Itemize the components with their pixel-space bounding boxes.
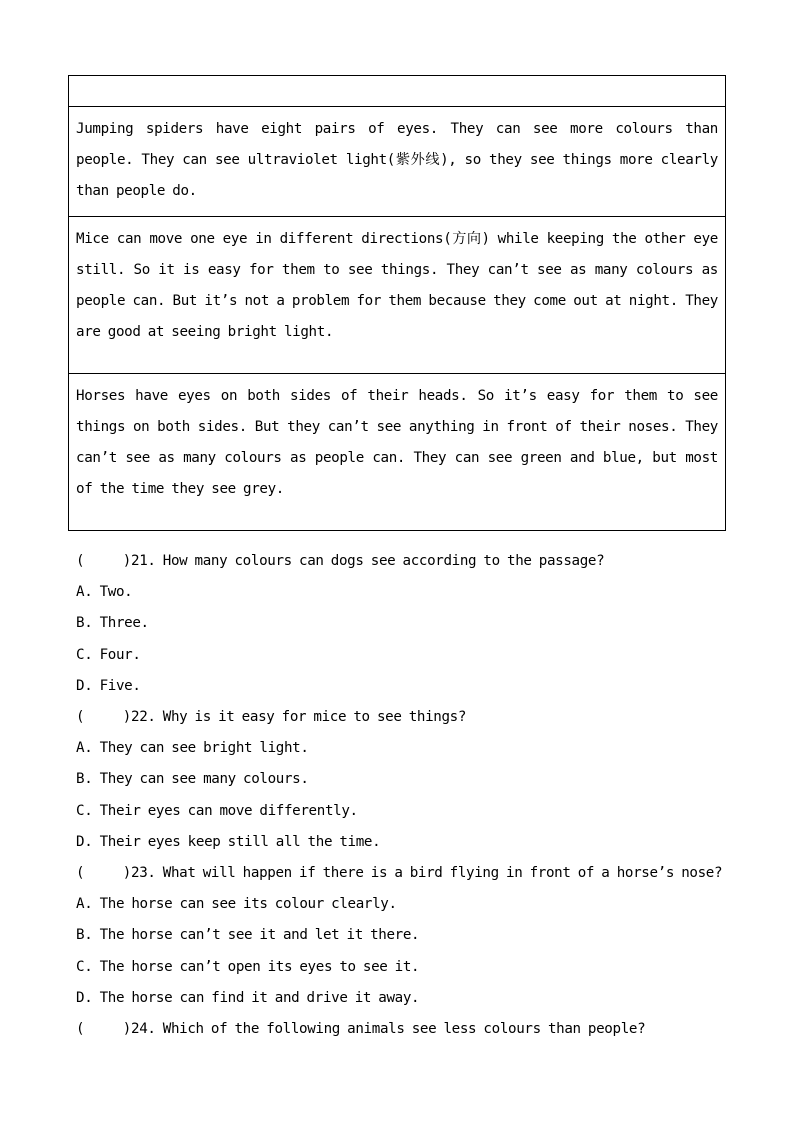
passage-mice: Mice can move one eye in different directions(方向) while keeping the other eye still. So it is easy for them to see things. They can’t see as many colours as people can. But it’s not a problem for them because they come out at night. They are good at seeing bright light. — [69, 217, 726, 374]
passage-row-spiders — [69, 107, 726, 217]
passage-row-empty — [69, 76, 726, 107]
option-22-a: A. They can see bright light. — [76, 740, 309, 757]
question-text: 24. Which of the following animals see less colours than people? — [131, 1021, 646, 1038]
question-text: 21. How many colours can dogs see according to the passage? — [131, 553, 605, 569]
option-23-b: B. The horse can’t see it and let it there. — [76, 927, 420, 944]
passage-cell-empty — [69, 76, 726, 107]
passage-row-mice — [69, 217, 726, 374]
answer-blank[interactable]: ( ) — [76, 865, 131, 882]
answer-blank[interactable]: ( ) — [76, 553, 131, 569]
answer-blank[interactable]: ( ) — [76, 709, 131, 726]
reading-passage-table — [68, 75, 726, 531]
passage-row-horses — [69, 374, 726, 531]
option-21-d: D. Five. — [76, 677, 141, 694]
question-24-stem — [76, 1014, 736, 1045]
option-21-c: C. Four. — [76, 646, 141, 663]
option-23-d: D. The horse can find it and drive it away. — [76, 989, 420, 1006]
question-text: 22. Why is it easy for mice to see things? — [131, 709, 467, 726]
question-23-stem — [76, 858, 736, 889]
option-23-c: C. The horse can’t open its eyes to see it. — [76, 958, 420, 975]
passage-jumping-spiders: Jumping spiders have eight pairs of eyes. They can see more colours than people. They can see ultraviolet light(紫外线), so they see things more clearly than people do. — [69, 107, 726, 217]
option-21-b: B. Three. — [76, 615, 149, 632]
question-text: 23. What will happen if there is a bird flying in front of a horse’s nose? — [131, 865, 723, 882]
question-list — [76, 546, 736, 1045]
question-22-stem — [76, 702, 736, 733]
option-22-d: D. Their eyes keep still all the time. — [76, 833, 381, 850]
option-21-a: A. Two. — [76, 584, 133, 601]
answer-blank[interactable]: ( ) — [76, 1021, 131, 1038]
question-21-stem — [76, 546, 736, 577]
option-23-a: A. The horse can see its colour clearly. — [76, 896, 397, 913]
option-22-c: C. Their eyes can move differently. — [76, 802, 358, 819]
option-22-b: B. They can see many colours. — [76, 771, 309, 788]
passage-horses: Horses have eyes on both sides of their heads. So it’s easy for them to see things on both sides. But they can’t see anything in front of their noses. They can’t see as many colours as people can. They can see green and blue, but most of the time they see grey. — [69, 374, 726, 531]
